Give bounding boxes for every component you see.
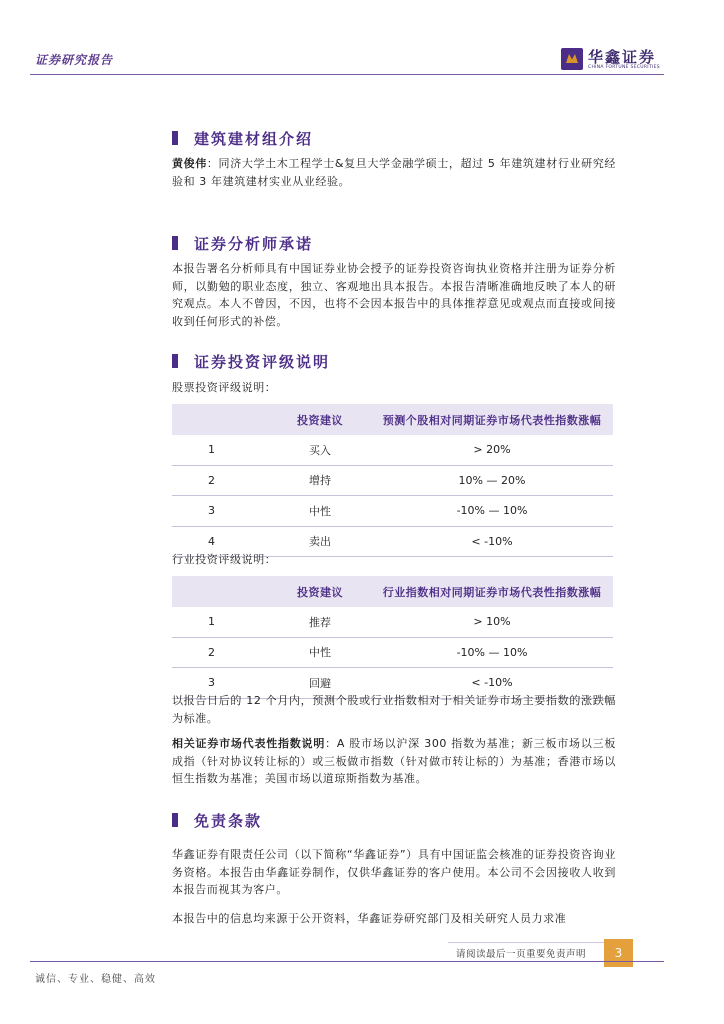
section-bar-icon [172, 354, 178, 368]
table-header-cell: 预测个股相对同期证券市场代表性指数涨幅 [371, 404, 613, 435]
table-cell: 增持 [269, 465, 371, 496]
table-row [172, 435, 613, 465]
analyst-name: 黄俊伟 [172, 157, 207, 170]
disclaimer-body-1: 华鑫证券有限责任公司（以下简称“华鑫证券”）具有中国证监会核准的证券投资咨询业务资格。本报告由华鑫证券制作，仅供华鑫证券的客户使用。本公司不会因接收人收到本报告而视其为客户。 [172, 848, 616, 896]
footer-divider [30, 961, 664, 962]
section-bar-icon [172, 236, 178, 250]
table-cell: 中性 [269, 637, 371, 668]
table-header-row [172, 576, 613, 607]
table-cell: 推荐 [269, 607, 371, 637]
table-header-cell [172, 576, 269, 607]
logo-name-en: CHINA FORTUNE SECURITIES [588, 65, 660, 70]
index-note [172, 735, 616, 788]
table-cell: 2 [172, 465, 269, 496]
analyst-bio: ：同济大学土木工程学士&复旦大学金融学硕士，超过 5 年建筑建材行业研究经验和 3 年建筑建材实业从业经验。 [172, 157, 616, 188]
rating-period-note: 以报告日后的 12 个月内，预测个股或行业指数相对于相关证券市场主要指数的涨跌幅为标准。 [172, 694, 616, 725]
header-divider [30, 74, 664, 75]
stock-rating-label: 股票投资评级说明： [172, 381, 277, 394]
footer-slogan: 诚信、专业、稳健、高效 [35, 974, 156, 985]
table-row [172, 496, 613, 527]
section-title: 免责条款 [194, 811, 263, 830]
table-cell: 4 [172, 526, 269, 557]
section-disclaimer-heading [172, 810, 262, 830]
company-logo [561, 44, 661, 74]
section-bar-icon [172, 131, 178, 145]
table-cell: > 10% [371, 607, 613, 637]
industry-rating-table [172, 576, 613, 699]
table-cell: 卖出 [269, 526, 371, 557]
table-cell: > 20% [371, 435, 613, 465]
table-cell: -10% — 10% [371, 637, 613, 668]
table-cell: 中性 [269, 496, 371, 527]
table-cell: 1 [172, 607, 269, 637]
table-cell: 回避 [269, 668, 371, 699]
table-cell: < -10% [371, 668, 613, 699]
table-cell: 1 [172, 435, 269, 465]
industry-rating-label: 行业投资评级说明： [172, 553, 277, 566]
header-title: 证券研究报告 [35, 53, 114, 67]
section-team-heading [172, 128, 313, 148]
table-header-cell: 投资建议 [269, 404, 371, 435]
page-number: 3 [604, 939, 633, 967]
table-row [172, 607, 613, 637]
table-cell: -10% — 10% [371, 496, 613, 527]
pledge-body: 本报告署名分析师具有中国证券业协会授予的证券投资咨询执业资格并注册为证券分析师，以勤勉的职业态度，独立、客观地出具本报告。本报告清晰准确地反映了本人的研究观点。本人不曾因，不因，也将不会因本报告中的具体推荐意见或观点而直接或间接收到任何形式的补偿。 [172, 262, 616, 328]
section-title: 证券分析师承诺 [194, 234, 314, 253]
index-note-label: 相关证券市场代表性指数说明 [172, 737, 326, 750]
disclaimer-body-2: 本报告中的信息均来源于公开资料，华鑫证券研究部门及相关研究人员力求准 [172, 912, 567, 925]
stock-rating-table [172, 404, 613, 557]
table-cell: 买入 [269, 435, 371, 465]
section-pledge-heading [172, 233, 313, 253]
table-cell: < -10% [371, 526, 613, 557]
table-header-cell: 投资建议 [269, 576, 371, 607]
team-intro [172, 155, 616, 190]
table-row [172, 465, 613, 496]
table-header-row [172, 404, 613, 435]
table-cell: 3 [172, 496, 269, 527]
table-cell: 2 [172, 637, 269, 668]
section-title: 建筑建材组介绍 [194, 129, 314, 148]
table-cell: 10% — 20% [371, 465, 613, 496]
section-rating-heading [172, 351, 330, 371]
table-row [172, 637, 613, 668]
table-header-cell [172, 404, 269, 435]
logo-icon [561, 48, 583, 70]
table-cell: 3 [172, 668, 269, 699]
table-header-cell: 行业指数相对同期证券市场代表性指数涨幅 [371, 576, 613, 607]
footer-note: 请阅读最后一页重要免责声明 [456, 949, 587, 960]
index-note-body: ：A 股市场以沪深 300 指数为基准；新三板市场以三板成指（针对协议转让标的）或三板做市指数（针对做市转让标的）为基准；香港市场以恒生指数为基准；美国市场以道琼斯指数为基准。 [172, 737, 616, 785]
logo-name: 华鑫证券 [588, 48, 657, 66]
section-title: 证券投资评级说明 [194, 352, 331, 371]
section-bar-icon [172, 813, 178, 827]
